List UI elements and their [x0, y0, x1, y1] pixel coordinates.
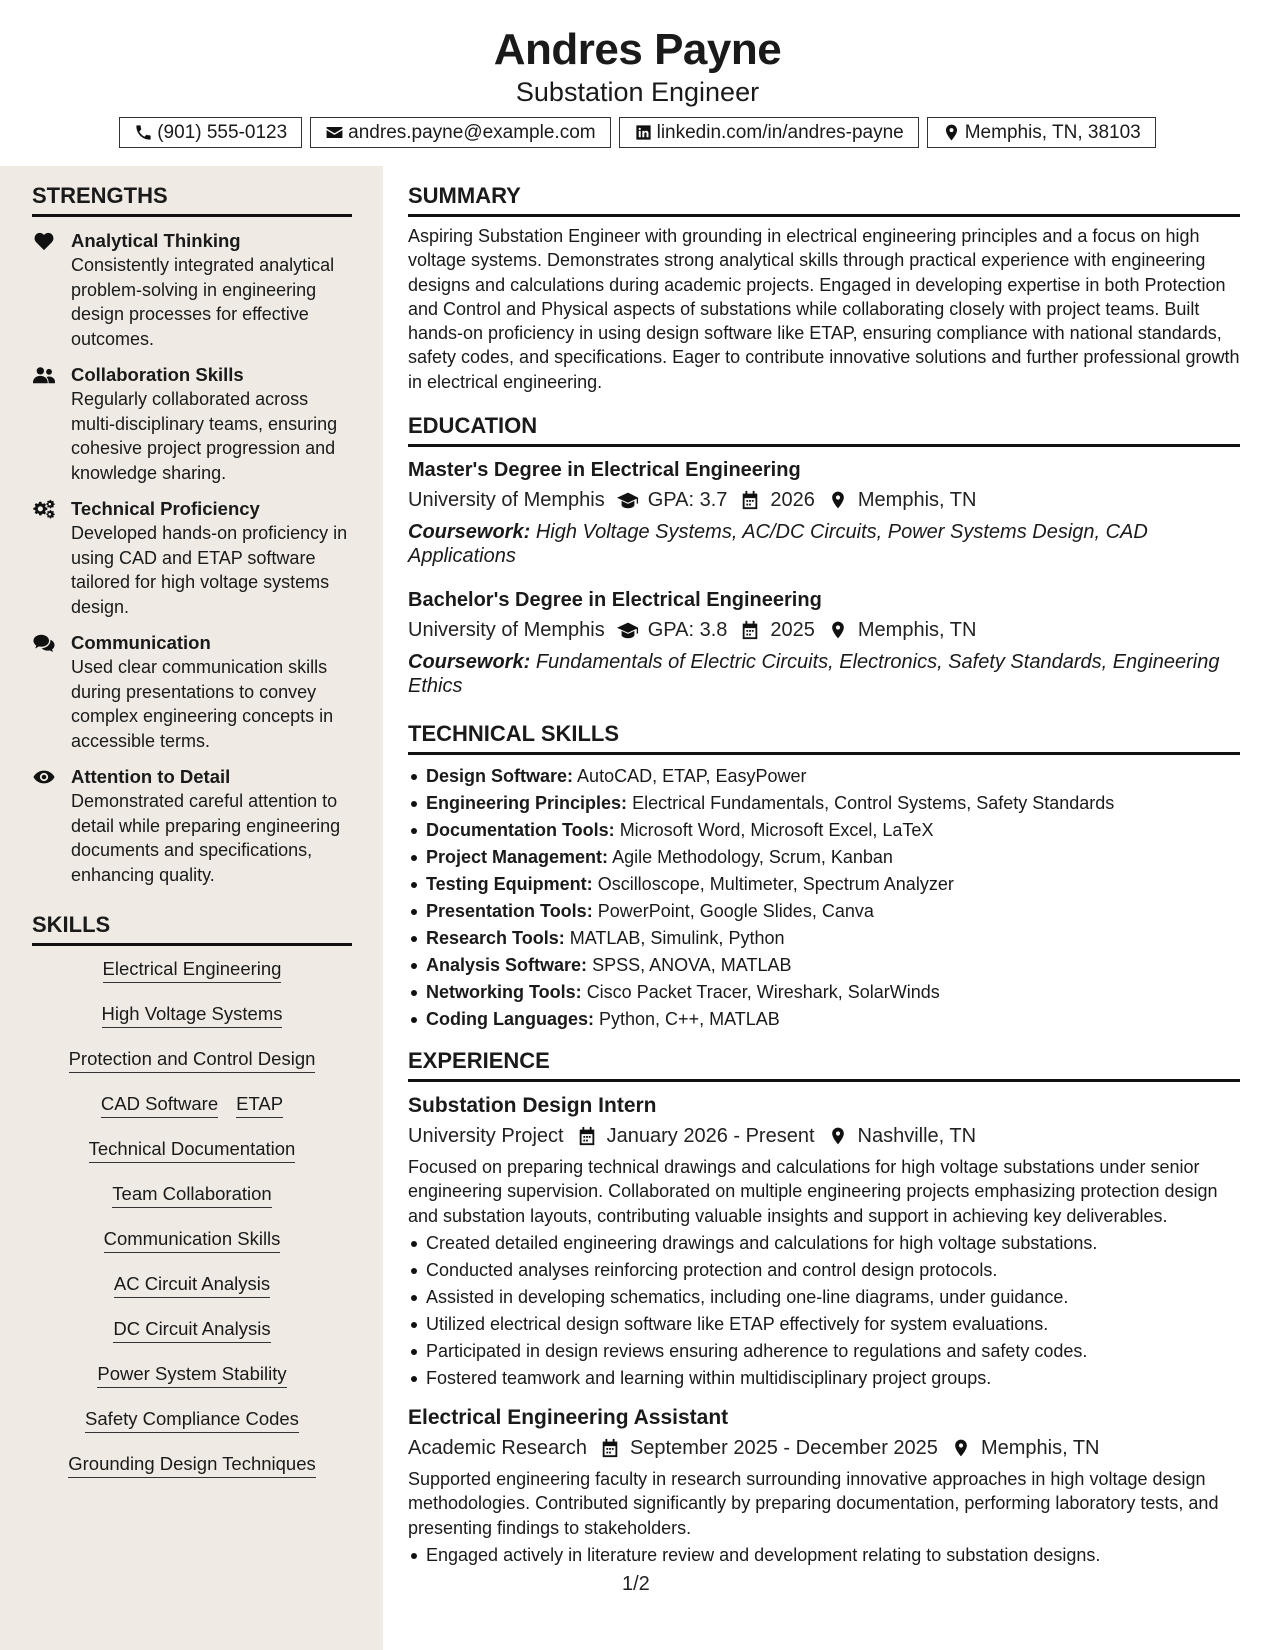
tech-skill-value: Microsoft Word, Microsoft Excel, LaTeX	[619, 820, 934, 841]
coursework-list: High Voltage Systems, AC/DC Circuits, Power Systems Design, CAD Applications	[408, 521, 1148, 568]
list-item	[408, 898, 1240, 925]
coursework	[408, 520, 1240, 568]
education-entry	[408, 587, 1240, 698]
tech-skill-label: Coding Languages:	[426, 1009, 594, 1030]
list-item: Assisted in developing schematics, including one-line diagrams, under guidance.	[408, 1284, 1240, 1311]
candidate-title: Substation Engineer	[515, 77, 760, 107]
skills-heading: SKILLS	[32, 911, 352, 946]
education-meta	[408, 485, 1240, 515]
summary-heading: SUMMARY	[408, 182, 1240, 217]
experience-meta	[408, 1433, 1240, 1463]
strength-title: Analytical Thinking	[71, 230, 241, 251]
page-number: 1/2	[622, 1573, 650, 1595]
degree-title: Master's Degree in Electrical Engineering	[408, 459, 801, 482]
strength-title: Attention to Detail	[71, 766, 231, 787]
heart-icon	[33, 231, 55, 251]
main-column	[408, 166, 1240, 1569]
list-item	[408, 817, 1240, 844]
job-bullets	[408, 1542, 1240, 1569]
list-item	[408, 790, 1240, 817]
tech-skill-value: SPSS, ANOVA, MATLAB	[592, 955, 792, 976]
job-description: Focused on preparing technical drawings and calculations for high voltage substations under senior engineering supervision. Collaborated on multiple engineering projects emphasizing protection design and substation layouts, contributing valuable insights and support in achieving key deliverables.	[408, 1157, 1218, 1226]
skill-tag: Protection and Control Design	[69, 1046, 316, 1073]
tech-skill-value: PowerPoint, Google Slides, Canva	[597, 901, 874, 922]
calendar-icon	[739, 490, 761, 510]
technical-skills-section	[408, 720, 1240, 1033]
resume-header	[0, 0, 1275, 148]
strength-title: Communication	[71, 632, 211, 653]
experience-meta	[408, 1121, 1240, 1151]
strengths-section	[32, 182, 352, 887]
skill-tag: AC Circuit Analysis	[114, 1271, 270, 1298]
list-item	[408, 844, 1240, 871]
map-pin-icon	[827, 620, 849, 640]
contact-email[interactable]	[310, 117, 610, 148]
skill-tag: DC Circuit Analysis	[113, 1316, 270, 1343]
list-item	[408, 952, 1240, 979]
envelope-icon	[325, 123, 344, 142]
strength-desc: Demonstrated careful attention to detail while preparing engineering documents and specifications, enhancing quality.	[71, 791, 341, 885]
school-name: University of Memphis	[408, 489, 605, 512]
sidebar	[0, 166, 383, 1650]
tech-skill-label: Networking Tools:	[426, 982, 582, 1003]
tech-skill-label: Analysis Software:	[426, 955, 588, 976]
contact-location-text: Memphis, TN, 38103	[964, 121, 1141, 143]
tech-skill-label: Presentation Tools:	[426, 901, 593, 922]
tech-skill-label: Engineering Principles:	[426, 793, 628, 814]
strength-item	[32, 497, 352, 619]
list-item: Participated in design reviews ensuring adherence to regulations and safety codes.	[408, 1338, 1240, 1365]
list-item: Conducted analyses reinforcing protection and control design protocols.	[408, 1257, 1240, 1284]
skills-section	[32, 911, 352, 1496]
tech-skill-value: Cisco Packet Tracer, Wireshark, SolarWinds	[586, 982, 940, 1003]
skills-list	[32, 956, 352, 1496]
job-title: Substation Design Intern	[408, 1094, 657, 1118]
skill-tag: Safety Compliance Codes	[85, 1406, 299, 1433]
contact-linkedin-text: linkedin.com/in/andres-payne	[656, 121, 904, 143]
coursework-label: Coursework:	[408, 651, 531, 674]
education-section	[408, 412, 1240, 698]
skill-tag: Communication Skills	[104, 1226, 281, 1253]
coursework	[408, 650, 1240, 698]
strength-desc: Used clear communication skills during presentations to convey complex engineering concepts in accessible terms.	[71, 657, 334, 751]
strengths-heading: STRENGTHS	[32, 182, 352, 217]
skill-tag: Electrical Engineering	[103, 956, 282, 983]
users-icon	[33, 365, 55, 385]
comments-icon	[33, 633, 55, 653]
list-item	[408, 763, 1240, 790]
skill-tag: Grounding Design Techniques	[68, 1451, 316, 1478]
strength-desc: Consistently integrated analytical problem-solving in engineering design processes for effective outcomes.	[71, 255, 335, 349]
strength-desc: Regularly collaborated across multi-disciplinary teams, ensuring cohesive project progression and knowledge sharing.	[71, 389, 338, 483]
education-meta	[408, 615, 1240, 645]
graduation-cap-icon	[617, 620, 639, 640]
summary-section	[408, 182, 1240, 394]
job-location: Memphis, TN	[980, 1436, 1100, 1459]
job-title: Electrical Engineering Assistant	[408, 1405, 729, 1429]
strength-desc: Developed hands-on proficiency in using CAD and ETAP software tailored for high voltage systems design.	[71, 523, 348, 617]
gpa-value: GPA: 3.7	[647, 489, 728, 512]
job-location: Nashville, TN	[857, 1125, 977, 1148]
contact-email-text: andres.payne@example.com	[348, 121, 596, 143]
tech-skill-value: Python, C++, MATLAB	[599, 1009, 780, 1030]
organization: Academic Research	[408, 1436, 587, 1459]
phone-icon	[134, 123, 153, 142]
contact-phone-text: (901) 555-0123	[157, 121, 288, 143]
summary-text: Aspiring Substation Engineer with grounding in electrical engineering principles and a focus on high voltage systems. Demonstrates strong analytical skills through practical experience with engineering designs and calculations during academic projects. Engaged in developing expertise in both Protection and Control and Physical aspects of substations while collaborating closely with project teams. Built hands-on proficiency in using design software like ETAP, ensuring compliance with national standards, safety codes, and specifications. Eager to contribute innovative solutions and further professional growth in electrical engineering.	[408, 226, 1240, 392]
contact-phone[interactable]	[119, 117, 302, 148]
calendar-icon	[599, 1438, 621, 1458]
technical-skills-list	[408, 763, 1240, 1033]
skill-tag: ETAP	[236, 1091, 283, 1118]
skill-tag: CAD Software	[101, 1091, 218, 1118]
strength-title: Technical Proficiency	[71, 498, 260, 519]
experience-entry	[408, 1404, 1240, 1569]
graduation-year: 2025	[770, 619, 815, 642]
list-item	[408, 871, 1240, 898]
degree-title: Bachelor's Degree in Electrical Engineering	[408, 589, 822, 612]
calendar-icon	[576, 1126, 598, 1146]
list-item	[408, 1006, 1240, 1033]
tech-skill-label: Documentation Tools:	[426, 820, 615, 841]
job-description: Supported engineering faculty in research surrounding innovative approaches in high voltage design methodologies. Contributed significantly by preparing documentation, performing laboratory tests, and presenting findings to stakeholders.	[408, 1468, 1219, 1538]
school-location: Memphis, TN	[857, 619, 977, 642]
candidate-name: Andres Payne	[493, 25, 782, 74]
organization: University Project	[408, 1125, 564, 1148]
strength-title: Collaboration Skills	[71, 364, 244, 385]
coursework-list: Fundamentals of Electric Circuits, Electronics, Safety Standards, Engineering Ethics	[408, 651, 1220, 698]
map-pin-icon	[950, 1438, 972, 1458]
tech-skill-value: Oscilloscope, Multimeter, Spectrum Analyzer	[597, 874, 954, 895]
tech-skill-label: Design Software:	[426, 766, 574, 787]
list-item: Utilized electrical design software like ETAP effectively for system evaluations.	[408, 1311, 1240, 1338]
list-item: Engaged actively in literature review and development relating to substation designs.	[408, 1542, 1240, 1569]
tech-skill-label: Project Management:	[426, 847, 609, 868]
technical-skills-heading: TECHNICAL SKILLS	[408, 720, 1240, 755]
graduation-year: 2026	[770, 489, 815, 512]
list-item: Fostered teamwork and learning within multidisciplinary project groups.	[408, 1365, 1240, 1392]
map-pin-icon	[827, 1126, 849, 1146]
skill-tag: Team Collaboration	[112, 1181, 271, 1208]
gpa-value: GPA: 3.8	[647, 619, 728, 642]
school-name: University of Memphis	[408, 619, 605, 642]
tech-skill-label: Research Tools:	[426, 928, 565, 949]
map-pin-icon	[827, 490, 849, 510]
date-range: September 2025 - December 2025	[629, 1436, 938, 1459]
list-item: Created detailed engineering drawings and calculations for high voltage substations.	[408, 1230, 1240, 1257]
experience-section	[408, 1047, 1240, 1569]
graduation-cap-icon	[617, 490, 639, 510]
date-range: January 2026 - Present	[606, 1125, 815, 1148]
skill-tag: High Voltage Systems	[102, 1001, 283, 1028]
contact-location[interactable]	[927, 117, 1156, 148]
tech-skill-value: AutoCAD, ETAP, EasyPower	[577, 766, 807, 787]
contact-bar	[0, 117, 1275, 148]
education-heading: EDUCATION	[408, 412, 1240, 447]
map-pin-icon	[942, 123, 961, 142]
tech-skill-value: Electrical Fundamentals, Control Systems, Safety Standards	[632, 793, 1115, 814]
tech-skill-value: Agile Methodology, Scrum, Kanban	[612, 847, 893, 868]
list-item	[408, 979, 1240, 1006]
linkedin-icon	[634, 123, 653, 142]
strength-item	[32, 363, 352, 485]
strength-item	[32, 631, 352, 753]
school-location: Memphis, TN	[857, 489, 977, 512]
gears-icon	[33, 499, 55, 519]
job-bullets	[408, 1230, 1240, 1392]
experience-heading: EXPERIENCE	[408, 1047, 1240, 1082]
tech-skill-value: MATLAB, Simulink, Python	[569, 928, 785, 949]
skill-tag: Power System Stability	[97, 1361, 286, 1388]
eye-icon	[33, 767, 55, 787]
strength-item	[32, 765, 352, 887]
education-entry	[408, 457, 1240, 568]
coursework-label: Coursework:	[408, 521, 531, 544]
calendar-icon	[739, 620, 761, 640]
strength-item	[32, 229, 352, 351]
contact-linkedin[interactable]	[619, 117, 919, 148]
skill-tag: Technical Documentation	[89, 1136, 296, 1163]
tech-skill-label: Testing Equipment:	[426, 874, 593, 895]
list-item	[408, 925, 1240, 952]
experience-entry	[408, 1092, 1240, 1392]
